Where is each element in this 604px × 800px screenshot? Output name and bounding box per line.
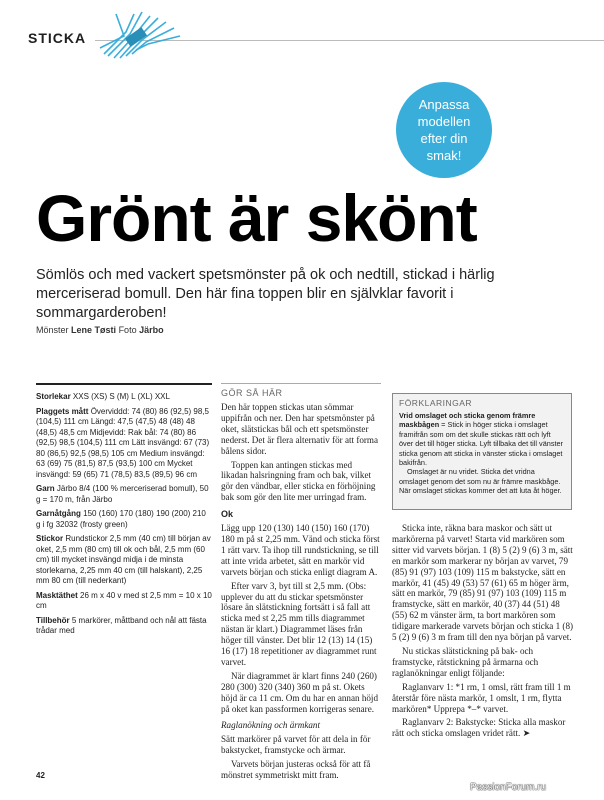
specs-rule <box>36 383 212 385</box>
explanation-title: Vrid omslaget och sticka genom främre maskbågen <box>399 411 536 430</box>
spec-item: Masktäthet 26 m x 40 v med st 2,5 mm = 10 x 10 cm <box>36 590 212 610</box>
continued-paragraph: Sticka inte, räkna bara maskor och sätt ut markörerna på varvet! Starta vid markören som sitter vid varvets början. 1 (8) 5 (2) 9 (6) 3 m, sätt en markör som markerar ny början av varvet, 79 (85) 91 (97) 103 (109) 115 m bakstycke, sätt en markör, 41 (45) 49 (53) 57 (61) 65 m höger ärm, sätt en markör, 79 (85) 91 (97) 103 (109) 115 m framstycke, sätt en markör, 40 (37) 44 (51) 48 (55) 62 m vänster ärm, ta bort markören som tidigare markerade varvets början och sticka 1 (8) 5 (2) 9 (6) 3 m fram till den nya början på varvet. <box>392 523 574 643</box>
credit-photo-author: Järbo <box>139 325 164 335</box>
continued-paragraph: Raglanvarv 1: *1 rm, 1 omsl, rätt fram till 1 m återstår före nästa markör, 1 omslt, 1 rm, flytta markören* Upprepa *–* varvet. <box>392 681 571 714</box>
page-number: 42 <box>36 771 45 780</box>
raglan-heading: Raglanökning och ärmkant <box>221 720 321 731</box>
spec-item: Storlekar XXS (XS) S (M) L (XL) XXL <box>36 392 170 401</box>
method-heading: GÖR SÅ HÄR <box>221 388 283 398</box>
continue-arrow-icon: ➤ <box>522 729 531 740</box>
method-text <box>221 402 381 784</box>
method-paragraph: Den här toppen stickas utan sömmar uppifrån och ner. Den har spetsmönster på oket, slätstickas bål och ett spetsmönster nederst. Det är flera alternativ för att forma bålens sidor. <box>221 402 379 456</box>
explanations-heading: FÖRKLARINGAR <box>399 398 473 408</box>
explanations-body <box>399 411 565 496</box>
spec-item: Garn Järbo 8/4 (100 % merceriserad bomull), 50 g = 170 m, från Järbo <box>36 484 209 504</box>
watermark: PassionForum.ru <box>470 782 547 793</box>
specs-list <box>36 392 212 641</box>
article-credit <box>36 325 164 335</box>
continued-text <box>392 523 574 743</box>
spec-item: Tillbehör 5 markörer, måttband och nål att fästa trådar med <box>36 615 207 635</box>
continued-paragraph: Nu stickas slätstickning på bak- och framstycke, rätstickning på ärmarna och raglanökningar enligt följande: <box>392 645 539 678</box>
explanation-text: = Stick in höger sticka i omslaget framifrån som om det skulle stickas rätt och lyft över det till höger sticka. Lyft tillbaka det till vänster sticka genom att sticka in vänster sticka i omslaget bakifrån. <box>399 420 563 468</box>
method-paragraph: Varvets början justeras också för att få mönstret symmetriskt mitt fram. <box>221 759 371 781</box>
continued-paragraph: Raglanvarv 2: Bakstycke: Sticka alla maskor rätt och sticka omslagen vridet rätt. ➤ <box>392 717 566 740</box>
ok-heading: Ok <box>221 509 234 520</box>
credit-pattern-author: Lene Tøsti <box>71 325 117 335</box>
method-rule <box>221 383 381 384</box>
section-label: STICKA <box>28 30 87 46</box>
spec-item: Garnåtgång 150 (160) 170 (180) 190 (200) 210 g i fg 32032 (frosty green) <box>36 509 206 529</box>
spec-item: Stickor Rundstickor 2,5 mm (40 cm) till början av oket, 2,5 mm (80 cm) till ok och bål, 2,5 mm (60 cm) till mycket insvängd midja i de minsta storlekarna, 2,25 mm 40 cm (till halskant), 2,25 mm 80 cm (till nederkant) <box>36 534 211 585</box>
explanations-box <box>392 393 572 510</box>
spec-item: Plaggets mått Överviddd: 74 (80) 86 (92,5) 98,5 (104,5) 111 cm Längd: 47,5 (47,5) 48 (48) 48 (48,5) 48,5 cm Midjevidd: Rak bål: 74 (80) 86 (92,5) 98,5 (104,5) 111 cm Lätt insvängd: 67 (73) 80 (86,5) 92,5 (98,5) 105 cm Medium insvängd: 63 (69) 75 (81,5) 87,5 (93,5) 100 cm Mycket insvängd: 59 (65) 71 (78,5) 83,5 (89,5) 96 cm <box>36 406 210 479</box>
method-paragraph: Sätt markörer på varvet för att dela in för bakstycket, framstycke och ärmar. <box>221 734 371 756</box>
method-paragraph: Toppen kan antingen stickas med likadan halsringning fram och bak, vilket gör den vändbar, eller sticka en förhöjning bak som gör den lite mer urringad fram. <box>221 459 376 503</box>
credit-photo-label: Foto <box>118 325 137 335</box>
explanation-text-2: Omslaget är nu vridet. Sticka det vridna omslaget genom det som nu är främre maskbåge. När omslaget stickas kommer det att luta åt höger. <box>399 467 562 496</box>
method-paragraph: Lägg upp 120 (130) 140 (150) 160 (170) 180 m på st 2,25 mm. Vänd och sticka först 1 rätt varv. Ta ihop till rundstickning, se till att inte vrida arbetet, sätt en markör vid varvets början och sticka enligt diagram A. <box>221 523 380 577</box>
method-paragraph: När diagrammet är klart finns 240 (260) 280 (300) 320 (340) 360 m på st. Okets höjd är ca 11 cm. Om du har en annan höjd på oket kan passformen korrigeras senare. <box>221 670 378 714</box>
method-paragraph: Efter varv 3, byt till st 2,5 mm. (Obs: upplever du att du stickar spetsmönster lösare än slätstickning fortsätt i så fall att sticka med st 2,25 mm tills diagrammet nästan är klart.) Diagrammet läses från höger till vänster. Det blir 12 (13) 14 (15) 16 (17) 18 repetitioner av diagrammet runt varvet. <box>221 580 377 667</box>
yarn-skein-icon <box>96 8 186 60</box>
info-bubble <box>396 82 492 178</box>
article-title: Grönt är skönt <box>36 181 477 255</box>
bubble-text: Anpassa modellen efter din smak! <box>417 97 471 163</box>
article-lead: Sömlös och med vackert spetsmönster på ok och nedtill, stickad i härlig merceriserad bomull. Den här fina toppen blir en självklar favorit i sommargarderoben! <box>36 267 495 321</box>
credit-pattern-label: Mönster <box>36 325 69 335</box>
